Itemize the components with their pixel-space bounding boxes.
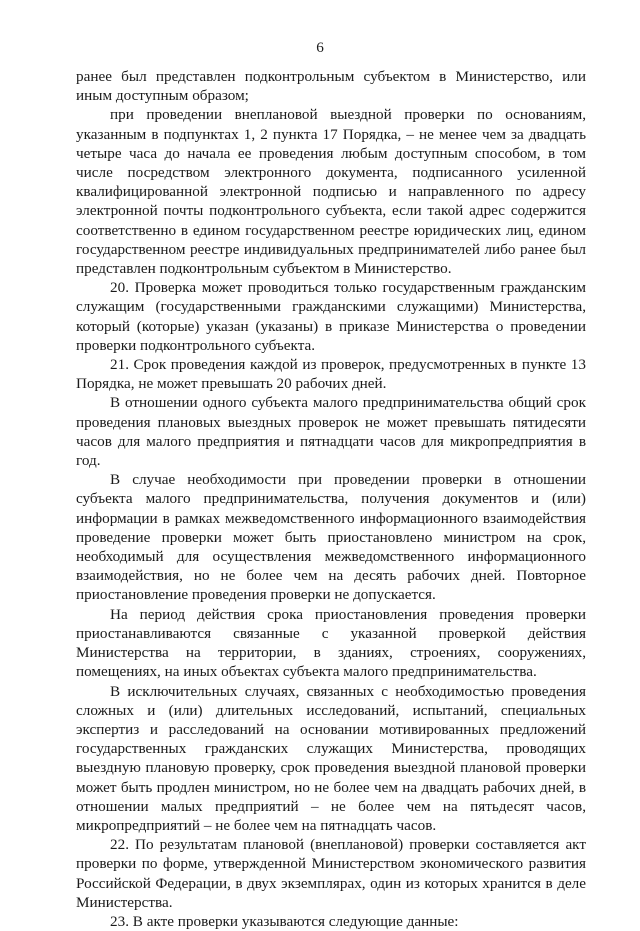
paragraph-continuation: ранее был представлен подконтрольным субъектом в Министерство, или иным доступным образом;	[76, 68, 586, 105]
paragraph-item-23: 23. В акте проверки указываются следующие данные:	[110, 912, 459, 930]
page-number: 6	[316, 39, 324, 56]
paragraph-item-20: 20. Проверка может проводиться только государственным гражданским служащим (государственными гражданскими служащими) Министерства, который (которые) указан (указаны) в приказе Министерства о проведении проверки подконтрольного субъекта.	[76, 279, 586, 354]
paragraph-unscheduled-inspection-notice: при проведении внеплановой выездной проверки по основаниям, указанным в подпунктах 1, 2 пункта 17 Порядка, – не менее чем за двадцать четыре часа до начала ее проведения любым доступным способом, в том числе посредством электронного документа, подписанного усиленной квалифицированной электронной подписью и направленного по адресу электронной почты подконтрольного субъекта, если такой адрес содержится соответственно в едином государственном реестре юридических лиц, едином государственном реестре индивидуальных предпринимателей либо ранее был представлен подконтрольным субъектом в Министерство.	[76, 106, 586, 278]
document-body	[76, 67, 586, 931]
paragraph-inspection-suspension: В случае необходимости при проведении проверки в отношении субъекта малого предпринимательства, получения документов и (или) информации в рамках межведомственного информационного взаимодействия проведение проверки может быть приостановлено министром на срок, необходимый для осуществления межведомственного информационного взаимодействия, но не более чем на десять рабочих дней. Повторное приостановление проведения проверки не допускается.	[76, 471, 586, 604]
paragraph-item-22: 22. По результатам плановой (внеплановой) проверки составляется акт проверки по форме, утвержденной Министерством экономического развития Российской Федерации, в двух экземплярах, один из которых хранится в деле Министерства.	[76, 836, 586, 911]
paragraph-suspension-period: На период действия срока приостановления проведения проверки приостанавливаются связанные с указанной проверкой действия Министерства на территории, в зданиях, строениях, сооружениях, помещениях, на иных объектах субъекта малого предпринимательства.	[76, 605, 586, 681]
paragraph-item-21: 21. Срок проведения каждой из проверок, предусмотренных в пункте 13 Порядка, не может превышать 20 рабочих дней.	[76, 356, 586, 393]
paragraph-small-business-time-limit: В отношении одного субъекта малого предпринимательства общий срок проведения плановых выездных проверок не может превышать пятидесяти часов для малого предприятия и пятнадцати часов для микропредприятия в год.	[76, 394, 586, 470]
paragraph-exceptional-cases: В исключительных случаях, связанных с необходимостью проведения сложных и (или) длительных исследований, испытаний, специальных экспертиз и расследований на основании мотивированных предложений государственных гражданских служащих Министерства, проводящих выездную плановую проверку, срок проведения выездной плановой проверки может быть продлен министром, но не более чем на двадцать рабочих дней, в отношении малых предприятий – не более чем на пятьдесят часов, микропредприятий – не более чем на пятнадцать часов.	[76, 682, 586, 834]
